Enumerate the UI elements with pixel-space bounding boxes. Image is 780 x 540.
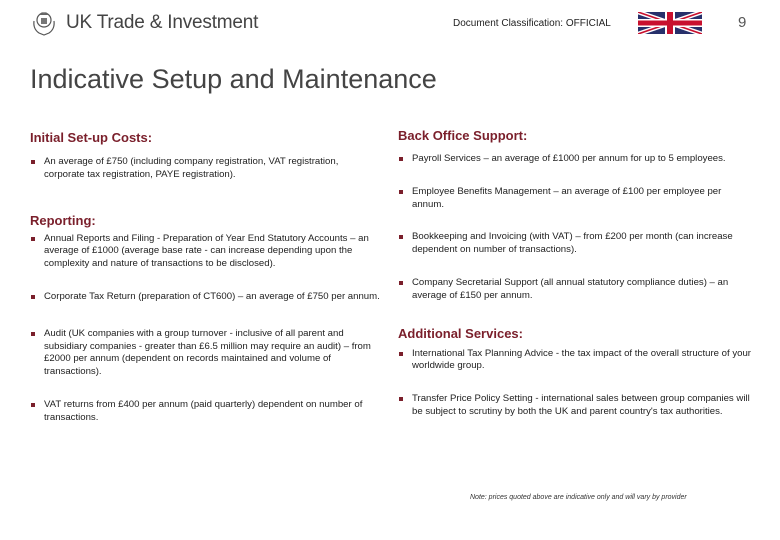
list-item: Employee Benefits Management – an average of £100 per employee per annum. [398,186,753,212]
list-item: VAT returns from £400 per annum (paid quarterly) dependent on number of transactions. [30,399,380,425]
union-flag-icon [638,12,702,34]
list-item: International Tax Planning Advice - the tax impact of the overall structure of your worldwide group. [398,348,753,374]
list-item: Annual Reports and Filing - Preparation of Year End Statutory Accounts – an average of £1000 (average base rate - can increase depending upon the complexity and nature of transactions to be disclosed). [30,233,380,271]
list-item: Company Secretarial Support (all annual statutory compliance duties) – an average of £150 per annum. [398,277,753,303]
additional-services-list [398,348,753,419]
reporting-list [30,233,380,425]
list-item: Audit (UK companies with a group turnover - inclusive of all parent and subsidiary companies - greater than £6.5 million may require an audit) – from £2000 per annum (dependent on records maintained and volume of transactions). [30,328,380,379]
list-item: An average of £750 (including company registration, VAT registration, corporate tax registration, PAYE registration). [30,156,380,182]
setup-costs-heading: Initial Set-up Costs: [30,130,153,145]
back-office-list [398,153,753,303]
setup-costs-list [30,156,380,182]
ukti-logo [30,8,258,38]
page-title: Indicative Setup and Maintenance [30,64,437,94]
royal-crest-icon [30,9,58,37]
additional-services-heading: Additional Services: [398,325,523,341]
left-column [30,130,380,425]
list-item: Transfer Price Policy Setting - international sales between group companies will be subject to scrutiny by both the UK and parent country's tax authorities. [398,393,753,419]
back-office-heading: Back Office Support: [398,128,528,143]
page-number: 9 [738,14,747,31]
right-column [398,128,753,419]
list-item: Payroll Services – an average of £1000 per annum for up to 5 employees. [398,153,753,166]
reporting-heading: Reporting: [30,212,96,228]
pricing-note: Note: prices quoted above are indicative only and will vary by provider [470,494,687,501]
list-item: Corporate Tax Return (preparation of CT600) – an average of £750 per annum. [30,291,380,304]
list-item: Bookkeeping and Invoicing (with VAT) – from £200 per month (can increase dependent on number of transactions). [398,231,753,257]
document-classification: Document Classification: OFFICIAL [453,18,611,29]
brand-name: UK Trade & Investment [66,12,259,33]
